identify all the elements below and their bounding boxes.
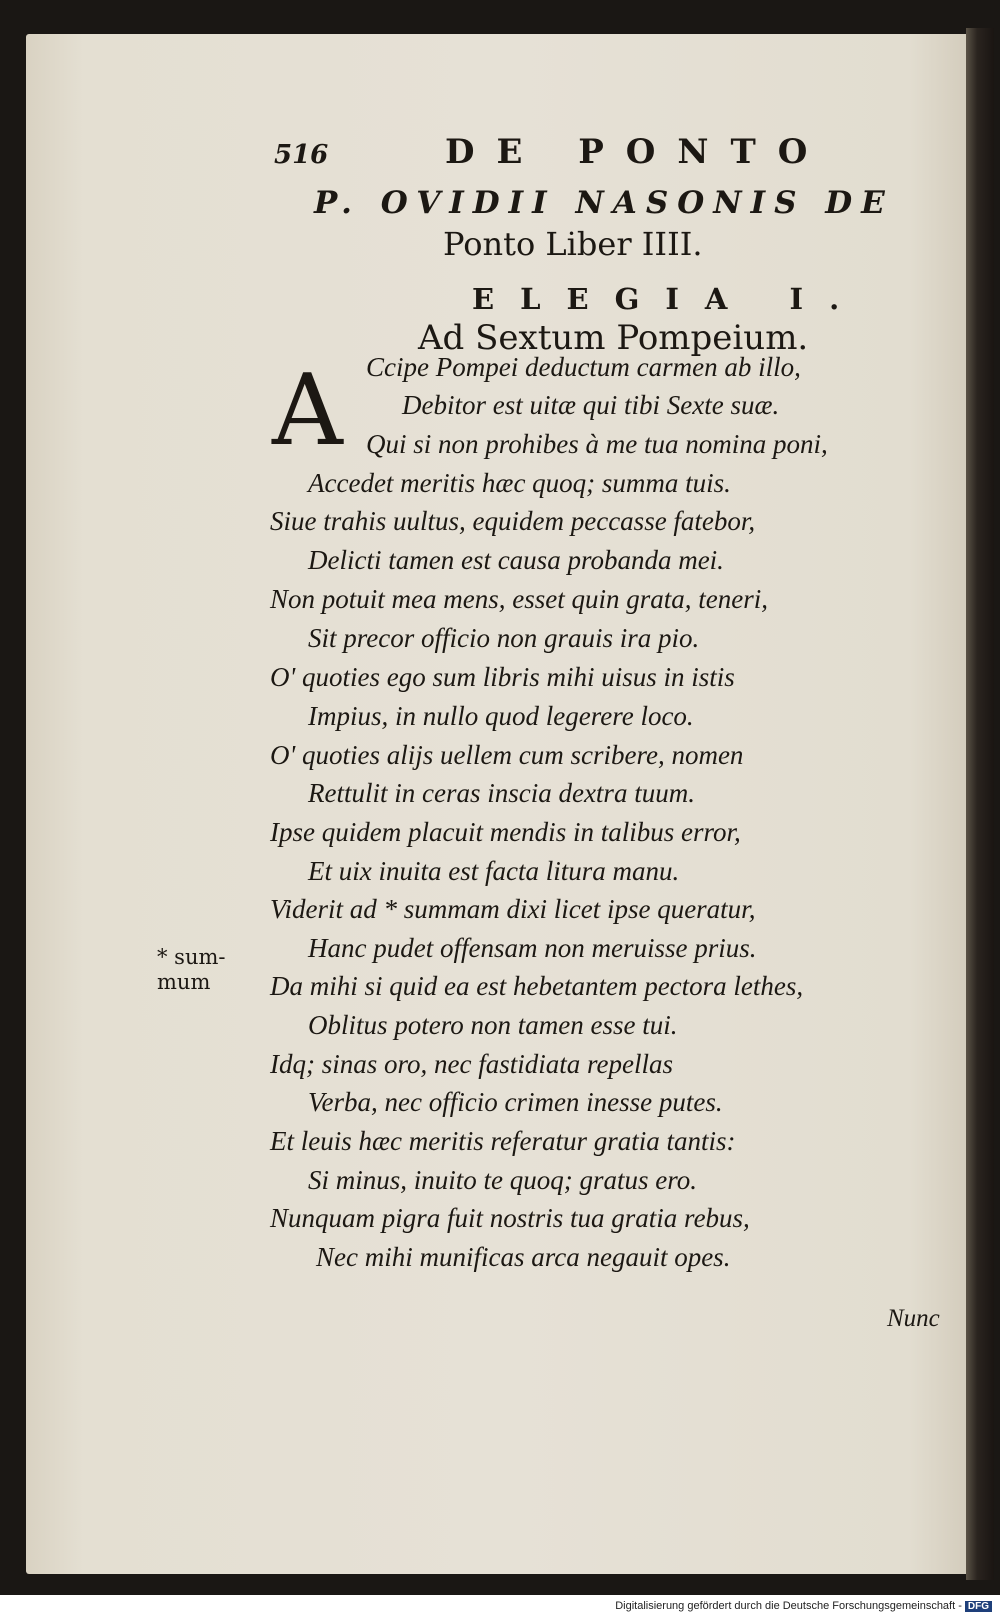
page-number: 516 [274, 140, 329, 170]
catchword: Nunc [887, 1305, 940, 1332]
verse-line: Sit precor officio non grauis ira pio. [308, 623, 700, 653]
verse-line: Non potuit mea mens, esset quin grata, teneri, [270, 584, 768, 614]
verse-line: Siue trahis uultus, equidem peccasse fatebor, [270, 506, 756, 536]
verse-line: O' quoties ego sum libris mihi uisus in istis [270, 662, 735, 692]
verse-line: Impius, in nullo quod legerere loco. [308, 701, 694, 731]
verse-line: O' quoties alijs uellem cum scribere, nomen [270, 740, 744, 770]
verse-line: Ccipe Pompei deductum carmen ab illo, [366, 352, 801, 382]
marginal-note-line: mum [157, 970, 211, 994]
verse-line: Nec mihi munificas arca negauit opes. [316, 1242, 731, 1272]
verse-line: Da mihi si quid ea est hebetantem pectora lethes, [270, 971, 804, 1001]
dfg-logo: DFG [965, 1601, 992, 1612]
verse-line: Qui si non prohibes à me tua nomina poni, [366, 429, 828, 459]
verse-line: Debitor est uitæ qui tibi Sexte suæ. [402, 390, 780, 420]
running-head: DE PONTO [445, 132, 830, 172]
book-edge [966, 28, 994, 1580]
verse-line: Idq; sinas oro, nec fastidiata repellas [270, 1049, 673, 1079]
verse-line: Hanc pudet offensam non meruisse prius. [308, 933, 757, 963]
verse-line: Si minus, inuito te quoq; gratus ero. [308, 1165, 697, 1195]
marginal-note [157, 945, 226, 995]
marginal-note-line: * sum- [157, 945, 226, 969]
verse-line: Ipse quidem placuit mendis in talibus error, [270, 817, 741, 847]
footer [615, 1600, 992, 1612]
footer-text: Digitalisierung gefördert durch die Deutsche Forschungsgemeinschaft - [615, 1600, 962, 1612]
verse-line: Rettulit in ceras inscia dextra tuum. [308, 778, 695, 808]
drop-cap: A [272, 354, 343, 468]
verse-line: Delicti tamen est causa probanda mei. [308, 545, 724, 575]
verse-line: Nunquam pigra fuit nostris tua gratia rebus, [270, 1203, 750, 1233]
dedication-heading: Ad Sextum Pompeium. [418, 318, 809, 358]
verse-line: Et leuis hæc meritis referatur gratia tantis: [270, 1126, 736, 1156]
verse-line: Accedet meritis hæc quoq; summa tuis. [308, 468, 731, 498]
verse-line: Verba, nec officio crimen inesse putes. [308, 1087, 723, 1117]
elegia-heading: ELEGIA I. [472, 282, 866, 316]
verse-line: Oblitus potero non tamen esse tui. [308, 1010, 678, 1040]
verse-line: Et uix inuita est facta litura manu. [308, 856, 680, 886]
verse-line: Viderit ad * summam dixi licet ipse queratur, [270, 894, 756, 924]
title-line-1: P. OVIDII NASONIS DE [314, 185, 894, 221]
title-line-2: Ponto Liber IIII. [443, 225, 703, 263]
